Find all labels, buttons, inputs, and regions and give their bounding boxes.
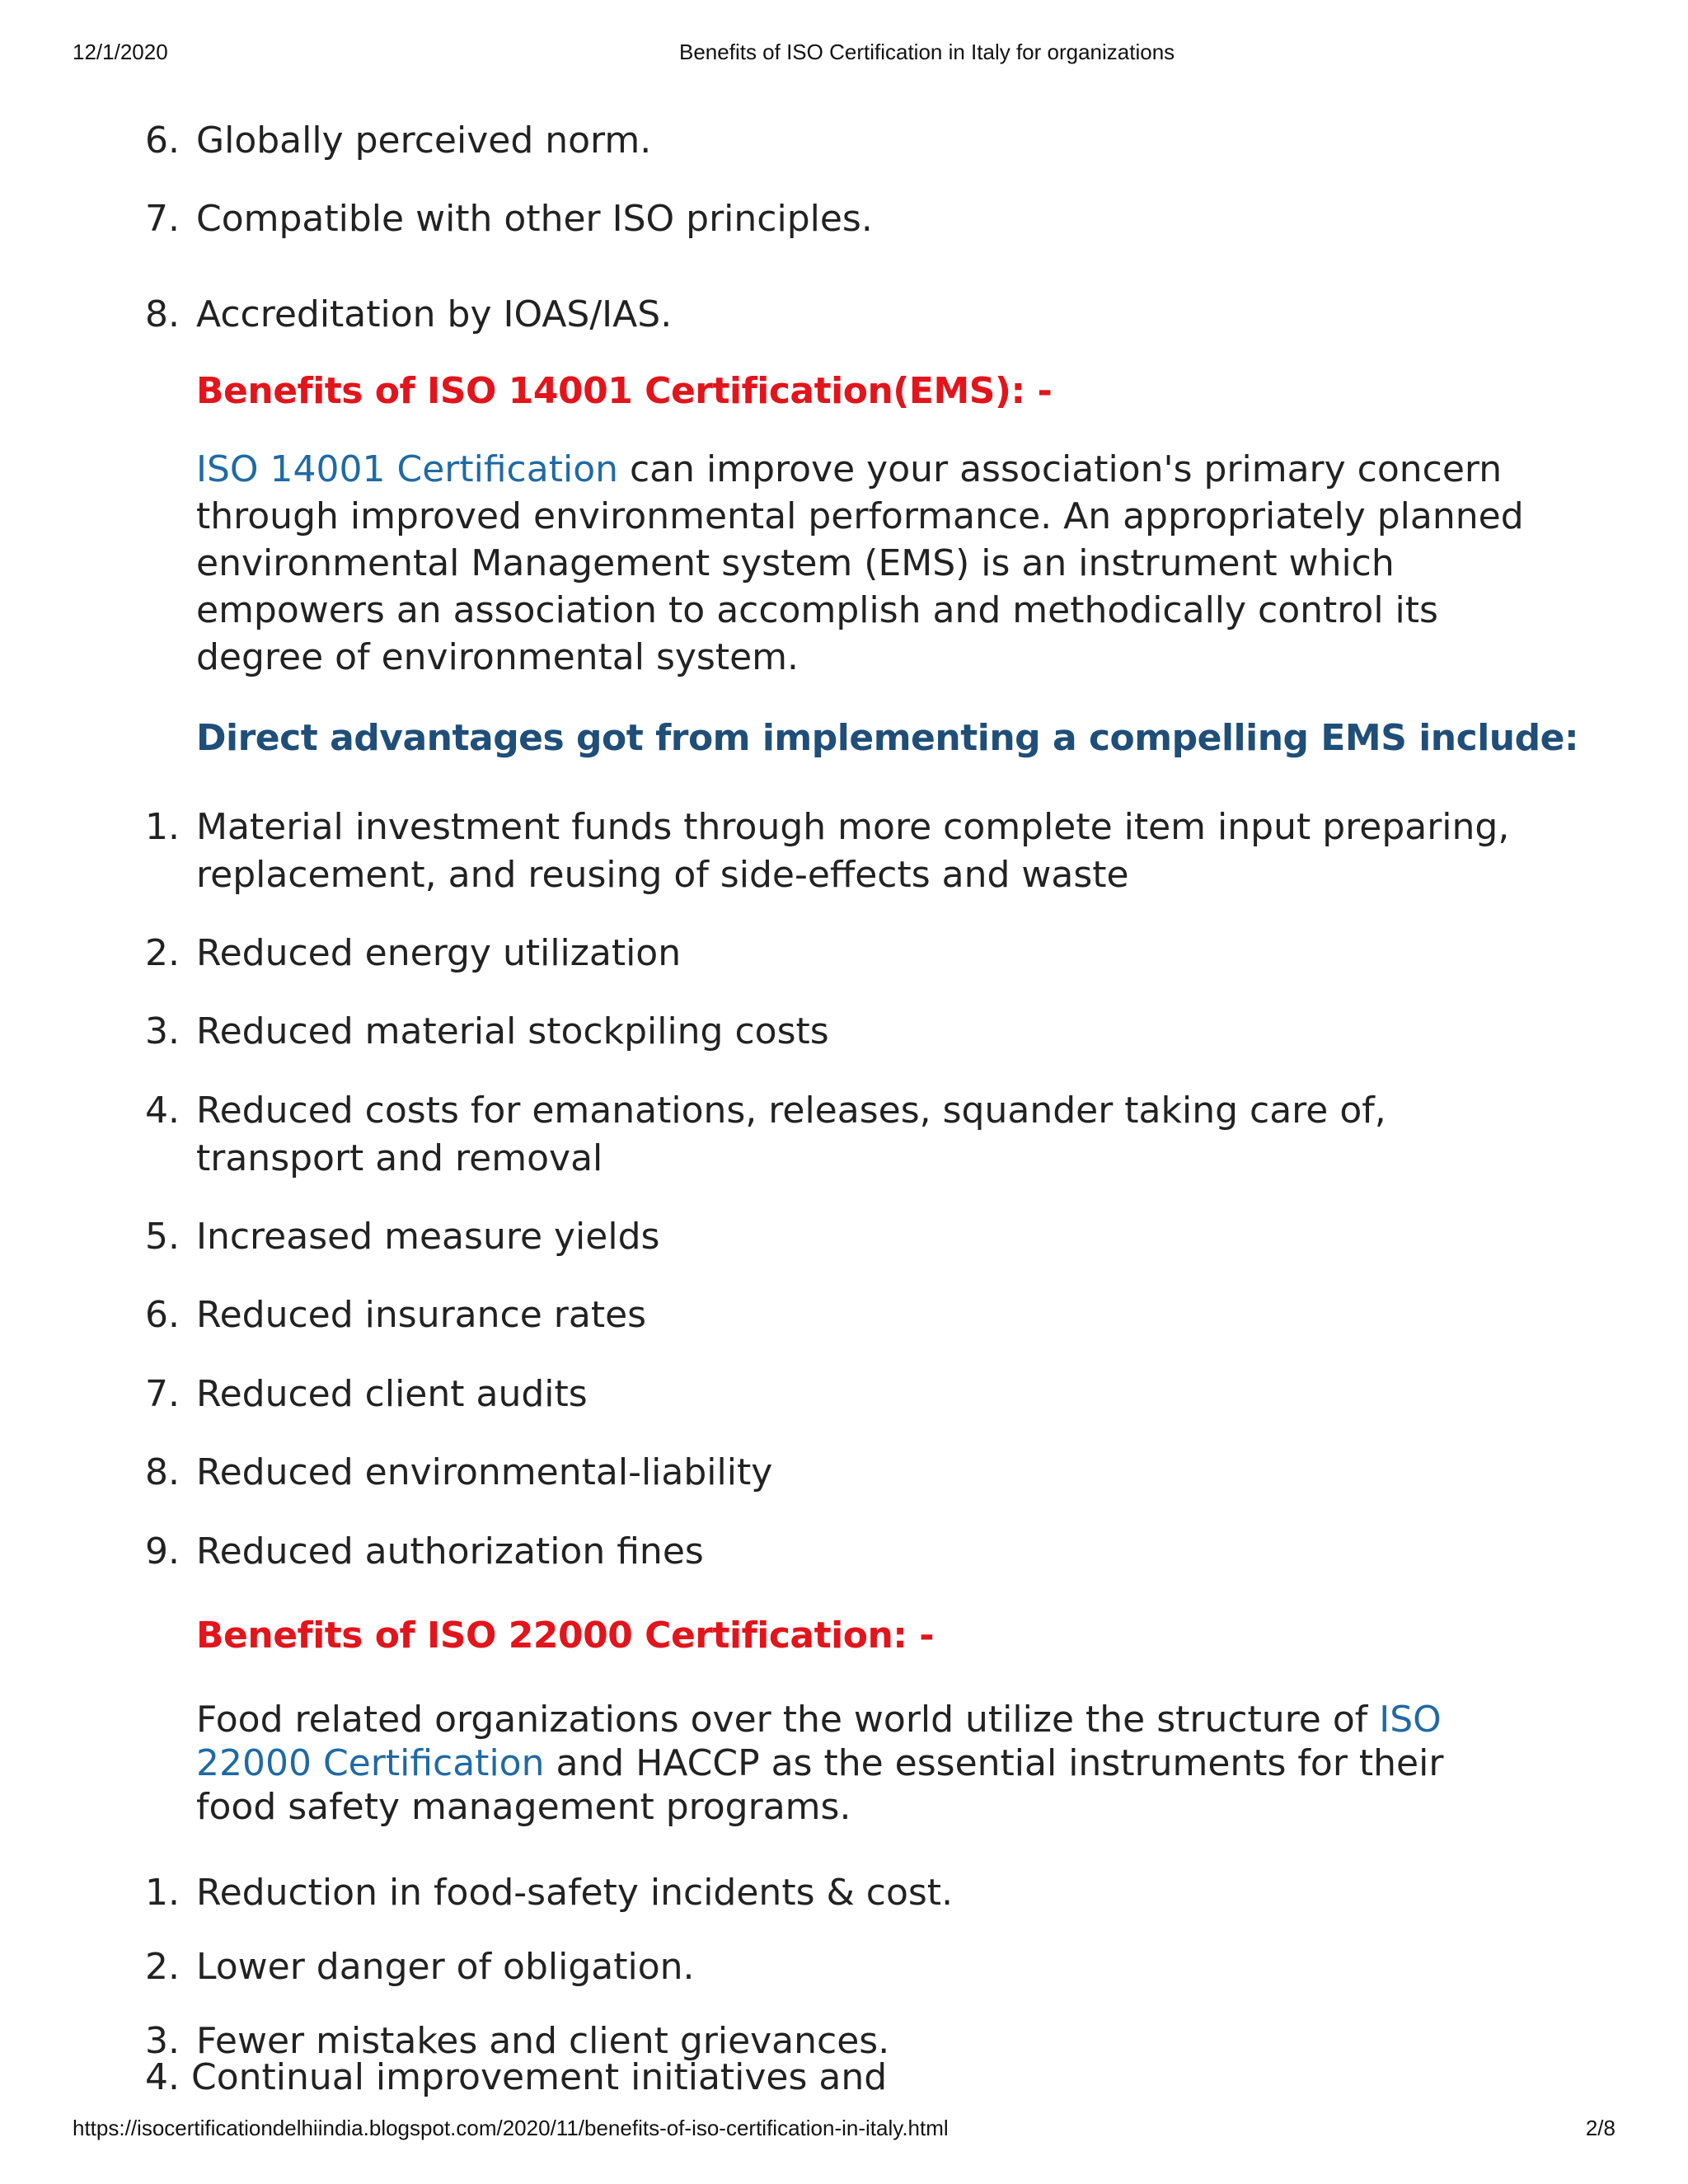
list-item [145,1213,1530,1261]
list-item-text: Reduction in food-safety incidents & cost. [196,1872,954,1914]
list-item-text: Globally perceived norm. [196,120,652,162]
list-item-number: 3. [145,2020,180,2062]
list-item-number: 1. [145,1872,180,1914]
list-item [145,1371,1530,1418]
list-item-text: Reduced insurance rates [196,1294,647,1336]
list-item-text: Material investment funds through more complete item input preparing, replacement, and reusing of side-effects and waste [196,806,1510,896]
ems-heading: Benefits of ISO 14001 Certification(EMS): - [196,370,1053,412]
print-date: 12/1/2020 [73,40,168,64]
cut-off-list-item-text: 4. Continual improvement initiatives and [145,2056,888,2098]
list-item [145,1291,1530,1339]
iso-22000-paragraph-text: Food related organizations over the world utilize the structure of [196,1699,1380,1741]
list-item [145,291,1530,339]
iso-14001-link[interactable]: ISO 14001 Certification [196,448,618,490]
print-url: https://isocertificationdelhiindia.blogspot.com/2020/11/benefits-of-iso-certification-in-italy.html [73,2116,949,2140]
ems-paragraph [196,446,1531,681]
list-item [145,804,1530,899]
list-item-text: Accreditation by IOAS/IAS. [196,293,673,335]
list-item [145,930,1530,977]
page-number: 2/8 [1585,2116,1615,2140]
list-item-number: 6. [145,120,180,162]
list-item [145,1087,1530,1183]
iso-22000-paragraph-text-end: and HACCP as the essential instruments for their food safety management programs. [196,1742,1444,1828]
list-item-number: 4. [145,1090,180,1132]
list-item-text: Reduced energy utilization [196,932,682,974]
list-item-number: 7. [145,1373,180,1415]
list-item-number: 7. [145,198,180,240]
list-item-text: Reduced environmental-liability [196,1451,773,1493]
list-item-number: 9. [145,1530,180,1572]
list-item [145,1008,1530,1056]
iso-22000-heading: Benefits of ISO 22000 Certification: - [196,1615,934,1657]
list-item-text: Reduced authorization fines [196,1530,704,1572]
list-item [145,1528,1530,1576]
list-item-number: 2. [145,1946,180,1988]
list-item-text: Reduced client audits [196,1373,588,1415]
ems-paragraph-text: can improve your association's primary concern through improved environmental performance. An appropriately planned environmental Management system (EMS) is an instrument which empowers an association to accomplish and methodically control its degree of environmental system. [196,448,1524,678]
list-item-number: 6. [145,1294,180,1336]
list-item-number: 2. [145,932,180,974]
list-item-text: Reduced material stockpiling costs [196,1010,829,1052]
list-item [145,1943,1530,1991]
list-item-text: Lower danger of obligation. [196,1946,695,1988]
list-item-number: 1. [145,806,180,848]
list-item-text: Compatible with other ISO principles. [196,198,873,240]
list-item-number: 8. [145,1451,180,1493]
list-item-text: Increased measure yields [196,1216,660,1258]
ems-advantages-heading: Direct advantages got from implementing a compelling EMS include: [196,717,1579,759]
iso-22000-link[interactable]: ISO 22000 Certification [196,1699,1442,1784]
print-page-title: Benefits of ISO Certification in Italy for organizations [679,40,1175,64]
list-item-number: 3. [145,1010,180,1052]
list-item-text: Fewer mistakes and client grievances. [196,2020,890,2062]
cut-off-list-item [145,2056,969,2102]
list-item [145,195,1530,243]
list-item-number: 5. [145,1216,180,1258]
list-item-text: Reduced costs for emanations, releases, squander taking care of, transport and removal [196,1090,1386,1179]
list-item [145,117,1530,165]
list-item [145,1869,1530,1917]
iso-22000-paragraph [196,1698,1531,1829]
list-item [145,1449,1530,1497]
list-item-number: 8. [145,293,180,335]
print-footer [0,2116,1688,2149]
